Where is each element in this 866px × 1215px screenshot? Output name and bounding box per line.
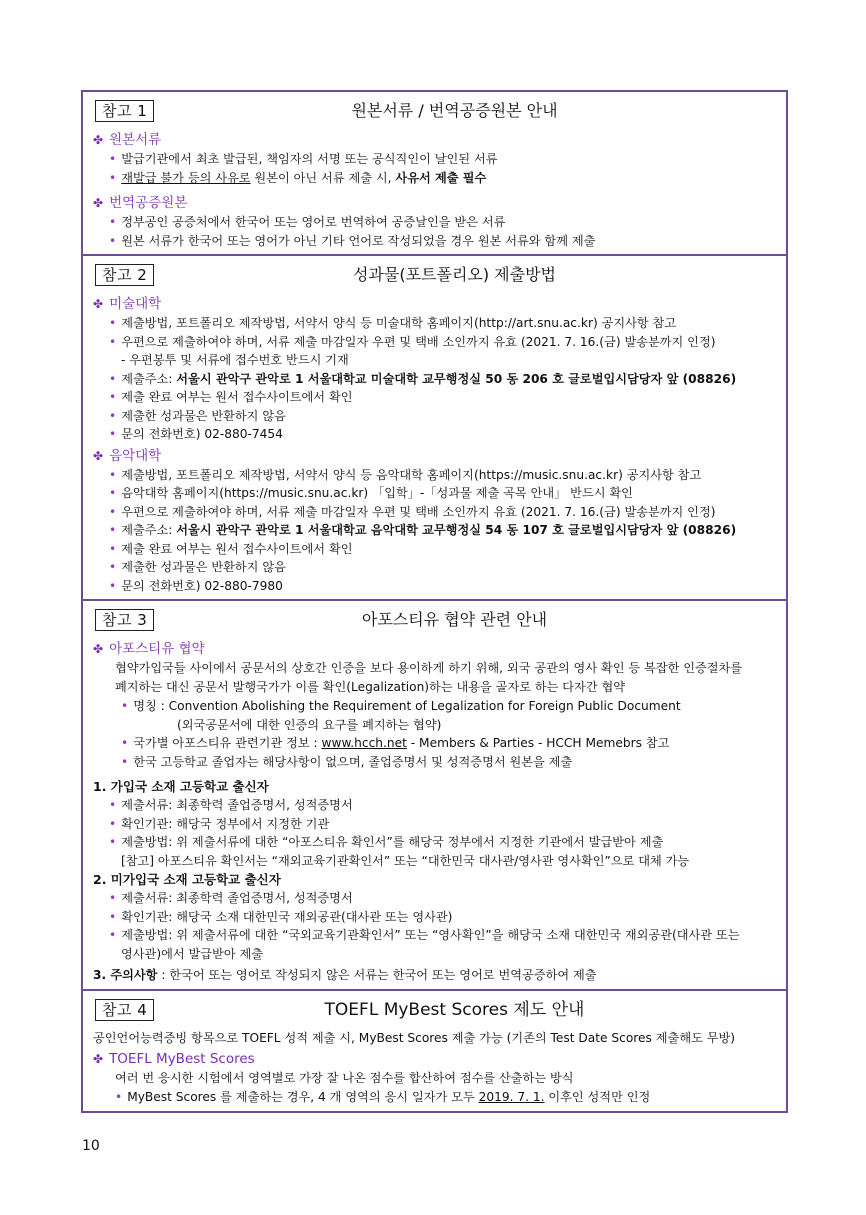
bullet-icon: •	[109, 215, 117, 229]
bullet-icon: •	[109, 316, 117, 330]
bullet-icon: •	[109, 560, 117, 574]
list-item: • 제출한 성과물은 반환하지 않음	[109, 560, 286, 574]
list-item: • 한국 고등학교 졸업자는 해당사항이 없으며, 졸업증명서 및 성적증명서 원본을 제출	[121, 754, 573, 769]
hcch-link[interactable]: www.hcch.net	[321, 736, 407, 750]
list-item: • 문의 전화번호) 02-880-7980	[109, 578, 283, 593]
list-item: • 우편으로 제출하여야 하며, 서류 제출 마감일자 우편 및 택배 소인까지 유효 (2021. 7. 16.(금) 발송분까지 인정)	[109, 334, 716, 349]
bullet-icon: •	[121, 699, 129, 713]
numbered-heading: 2. 미가입국 소재 고등학교 출신자	[93, 872, 281, 887]
diamond-bullet-icon: ✤	[93, 133, 104, 147]
page-number: 10	[82, 1138, 100, 1154]
list-item: • 제출서류: 최종학력 졸업증명서, 성적증명서	[109, 891, 353, 905]
bullet-icon: •	[121, 754, 129, 769]
list-item: 영사관)에서 발급받아 제출	[121, 946, 264, 961]
list-item: • 제출방법: 위 제출서류에 대한 “아포스티유 확인서”를 해당국 정부에서 지정한 기관에서 발급받아 제출	[109, 835, 664, 849]
list-item: • 제출방법: 위 제출서류에 대한 “국외교육기관확인서” 또는 “영사확인”을 해당국 소재 대한민국 재외공관(대사관 또는	[109, 928, 740, 942]
diamond-bullet-icon: ✤	[93, 642, 104, 656]
bullet-icon: •	[121, 736, 129, 750]
bullet-icon: •	[109, 427, 117, 441]
diamond-bullet-icon: ✤	[93, 1052, 104, 1066]
ref-tag: 참고 3	[95, 609, 154, 631]
section-heading: ✤ 원본서류	[93, 132, 162, 148]
ref-tag: 참고 1	[95, 100, 154, 122]
diamond-bullet-icon: ✤	[93, 297, 104, 311]
reference-box-4	[81, 989, 788, 1113]
list-item: [참고] 아포스티유 확인서는 “재외교육기관확인서” 또는 “대한민국 대사관/영사관 영사확인”으로 대체 가능	[121, 853, 690, 868]
list-item: • 음악대학 홈페이지(https://music.snu.ac.kr) 「입학」-「성과물 제출 곡목 안내」 반드시 확인	[109, 486, 633, 500]
list-item: • 원본 서류가 한국어 또는 영어가 아닌 기타 언어로 작성되었을 경우 원본 서류와 함께 제출	[109, 233, 596, 248]
bullet-icon: •	[109, 891, 117, 905]
bullet-icon: •	[109, 233, 117, 248]
bullet-icon: •	[109, 170, 117, 185]
bullet-icon: •	[109, 467, 117, 482]
bullet-icon: •	[109, 816, 117, 831]
diamond-bullet-icon: ✤	[93, 196, 104, 210]
bullet-icon: •	[109, 541, 117, 556]
list-item: • 제출 완료 여부는 원서 접수사이트에서 확인	[109, 541, 353, 556]
notice-line: 3. 주의사항 : 한국어 또는 영어로 작성되지 않은 서류는 한국어 또는 영어로 번역공증하여 제출	[93, 968, 597, 982]
list-item: • 정부공인 공증처에서 한국어 또는 영어로 번역하여 공증날인을 받은 서류	[109, 215, 506, 229]
document-page	[81, 90, 788, 1113]
bullet-icon: •	[109, 152, 117, 166]
diamond-bullet-icon: ✤	[93, 448, 104, 463]
list-item: • 제출서류: 최종학력 졸업증명서, 성적증명서	[109, 798, 353, 812]
section-heading: ✤ 미술대학	[93, 296, 162, 312]
list-item: • 제출주소: 서울시 관악구 관악로 1 서울대학교 음악대학 교무행정실 54 동 107 호 글로벌입시담당자 앞 (08826)	[109, 523, 737, 537]
ref-tag: 참고 4	[95, 999, 154, 1021]
bullet-icon: •	[109, 835, 117, 849]
list-item: • 명칭 : Convention Abolishing the Requirement of Legalization for Foreign Public Document	[121, 699, 681, 713]
ref-tag: 참고 2	[95, 264, 154, 286]
numbered-heading: 1. 가입국 소재 고등학교 출신자	[93, 779, 269, 794]
list-item: • 확인기관: 해당국 소재 대한민국 재외공관(대사관 또는 영사관)	[109, 909, 453, 924]
reference-box-1	[81, 90, 788, 254]
list-item: • 문의 전화번호) 02-880-7454	[109, 427, 283, 441]
list-item: • MyBest Scores 를 제출하는 경우, 4 개 영역의 응시 일자가 모두 2019. 7. 1. 이후인 성적만 인정	[115, 1090, 651, 1104]
list-item: • 확인기관: 해당국 정부에서 지정한 기관	[109, 816, 330, 831]
bullet-icon: •	[109, 334, 117, 349]
section-heading: ✤ TOEFL MyBest Scores	[93, 1051, 255, 1067]
section-heading: ✤ 음악대학	[93, 447, 162, 464]
bullet-icon: •	[109, 578, 117, 593]
list-item: • 국가별 아포스티유 관련기관 정보 : www.hcch.net - Members & Parties - HCCH Memebrs 참고	[121, 736, 670, 750]
list-item: • 제출방법, 포트폴리오 제작방법, 서약서 양식 등 미술대학 홈페이지(http://art.snu.ac.kr) 공지사항 참고	[109, 316, 677, 330]
bullet-icon: •	[109, 486, 117, 500]
box-title: 원본서류 / 번역공증원본 안내	[351, 101, 558, 120]
bullet-icon: •	[109, 390, 117, 404]
list-item: • 제출 완료 여부는 원서 접수사이트에서 확인	[109, 390, 353, 404]
paragraph-line: 폐지하는 대신 공문서 발행국가가 이를 확인(Legalization)하는 내용을 골자로 하는 다자간 협약	[115, 680, 626, 694]
paragraph-line: 협약가입국들 사이에서 공문서의 상호간 인증을 보다 용이하게 하기 위해, 외국 공관의 영사 확인 등 복잡한 인증절차를	[115, 661, 743, 675]
list-item: • 우편으로 제출하여야 하며, 서류 제출 마감일자 우편 및 택배 소인까지 유효 (2021. 7. 16.(금) 발송분까지 인정)	[109, 504, 716, 519]
reference-box-2	[81, 254, 788, 599]
box-title: TOEFL MyBest Scores 제도 안내	[324, 999, 585, 1020]
bullet-icon: •	[109, 798, 117, 812]
section-heading: ✤ 번역공증원본	[93, 195, 188, 211]
box-title: 성과물(포트폴리오) 제출방법	[352, 265, 557, 284]
bullet-icon: •	[109, 928, 117, 942]
bullet-icon: •	[109, 408, 117, 423]
reference-box-3	[81, 599, 788, 989]
bullet-icon: •	[109, 504, 117, 519]
bullet-icon: •	[109, 371, 117, 386]
list-item: • 제출주소: 서울시 관악구 관악로 1 서울대학교 미술대학 교무행정실 50 동 206 호 글로벌입시담당자 앞 (08826)	[109, 371, 737, 386]
section-heading: ✤ 아포스티유 협약	[93, 641, 205, 657]
bullet-icon: •	[109, 523, 117, 537]
list-item: - 우편봉투 및 서류에 접수번호 반드시 기재	[121, 353, 349, 367]
list-item: • 발급기관에서 최초 발급된, 책임자의 서명 또는 공식직인이 날인된 서류	[109, 152, 498, 166]
list-item: • 재발급 불가 등의 사유로 원본이 아닌 서류 제출 시, 사유서 제출 필수	[109, 170, 487, 185]
list-item: • 제출방법, 포트폴리오 제작방법, 서약서 양식 등 음악대학 홈페이지(https://music.snu.ac.kr) 공지사항 참고	[109, 467, 702, 482]
list-item: • 제출한 성과물은 반환하지 않음	[109, 408, 286, 423]
box-title: 아포스티유 협약 관련 안내	[361, 610, 548, 629]
bullet-icon: •	[115, 1090, 123, 1104]
intro-line: 공인언어능력증빙 항목으로 TOEFL 성적 제출 시, MyBest Scores 제출 가능 (기존의 Test Date Scores 제출해도 무방)	[93, 1030, 736, 1045]
paragraph-line: 여러 번 응시한 시험에서 영역별로 가장 잘 나온 점수를 합산하여 점수를 산출하는 방식	[115, 1071, 574, 1085]
bullet-icon: •	[109, 909, 117, 924]
list-item: (외국공문서에 대한 인증의 요구를 폐지하는 협약)	[177, 717, 442, 732]
